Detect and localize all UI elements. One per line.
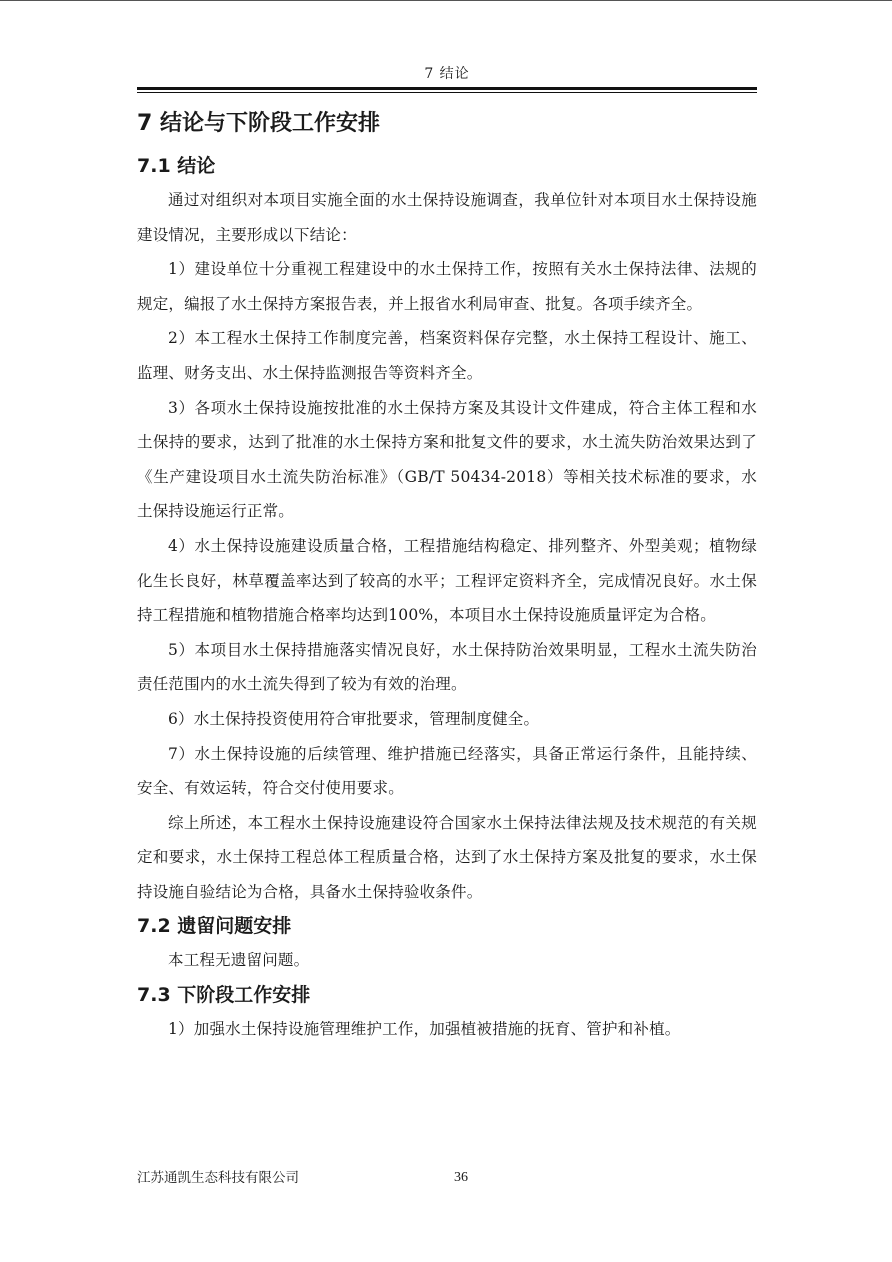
conclusion-item-7: 7）水土保持设施的后续管理、维护措施已经落实，具备正常运行条件，且能持续、安全、有效运转，符合交付使用要求。 <box>137 744 757 798</box>
conclusion-item-4: 4）水土保持设施建设质量合格，工程措施结构稳定、排列整齐、外型美观；植物绿化生长良好，林草覆盖率达到了较高的水平；工程评定资料齐全，完成情况良好。水土保持工程措施和植物措施合格率均达到100%，本项目水土保持设施质量评定为合格。 <box>137 536 757 625</box>
conclusion-item-5: 5）本项目水土保持措施落实情况良好，水土保持防治效果明显，工程水土流失防治责任范围内的水土流失得到了较为有效的治理。 <box>137 640 757 694</box>
paragraph-remaining-issues: 本工程无遗留问题。 <box>168 951 310 970</box>
running-header: 7 结论 <box>424 66 470 82</box>
header-rule-thin <box>137 92 757 93</box>
conclusion-item-6: 6）水土保持投资使用符合审批要求，管理制度健全。 <box>168 709 540 728</box>
page-top-border <box>0 0 892 1</box>
chapter-title: 7 结论与下阶段工作安排 <box>137 111 380 136</box>
paragraph-intro: 通过对组织对本项目实施全面的水土保持设施调查，我单位针对本项目水土保持设施建设情况，主要形成以下结论： <box>137 191 757 244</box>
section-heading-7-3: 7.3 下阶段工作安排 <box>137 984 311 1007</box>
next-stage-item-1: 1）加强水土保持设施管理维护工作，加强植被措施的抚育、管护和补植。 <box>168 1020 681 1039</box>
conclusion-item-2: 2）本工程水土保持工作制度完善，档案资料保存完整，水土保持工程设计、施工、监理、财务支出、水土保持监测报告等资料齐全。 <box>137 329 757 382</box>
section-heading-7-2: 7.2 遗留问题安排 <box>137 915 292 938</box>
page-number: 36 <box>454 1170 468 1185</box>
paragraph-summary: 综上所述，本工程水土保持设施建设符合国家水土保持法律法规及技术规范的有关规定和要求，水土保持工程总体工程质量合格，达到了水土保持方案及批复的要求，水土保持设施自验结论为合格，具备水土保持验收条件。 <box>137 813 757 901</box>
page-body <box>137 106 757 1047</box>
conclusion-item-3: 3）各项水土保持设施按批准的水土保持方案及其设计文件建成，符合主体工程和水土保持的要求，达到了批准的水土保持方案和批复文件的要求，水土流失防治效果达到了《生产建设项目水土流失防治标准》（GB/T 50434-2018）等相关技术标准的要求，水土保持设施运行正常。 <box>137 398 757 521</box>
header-rule-thick <box>137 87 757 90</box>
section-heading-7-1: 7.1 结论 <box>137 155 216 177</box>
conclusion-item-1: 1）建设单位十分重视工程建设中的水土保持工作，按照有关水土保持法律、法规的规定，编报了水土保持方案报告表，并上报省水利局审查、批复。各项手续齐全。 <box>137 260 757 313</box>
footer-company-name: 江苏通凯生态科技有限公司 <box>137 1170 299 1186</box>
